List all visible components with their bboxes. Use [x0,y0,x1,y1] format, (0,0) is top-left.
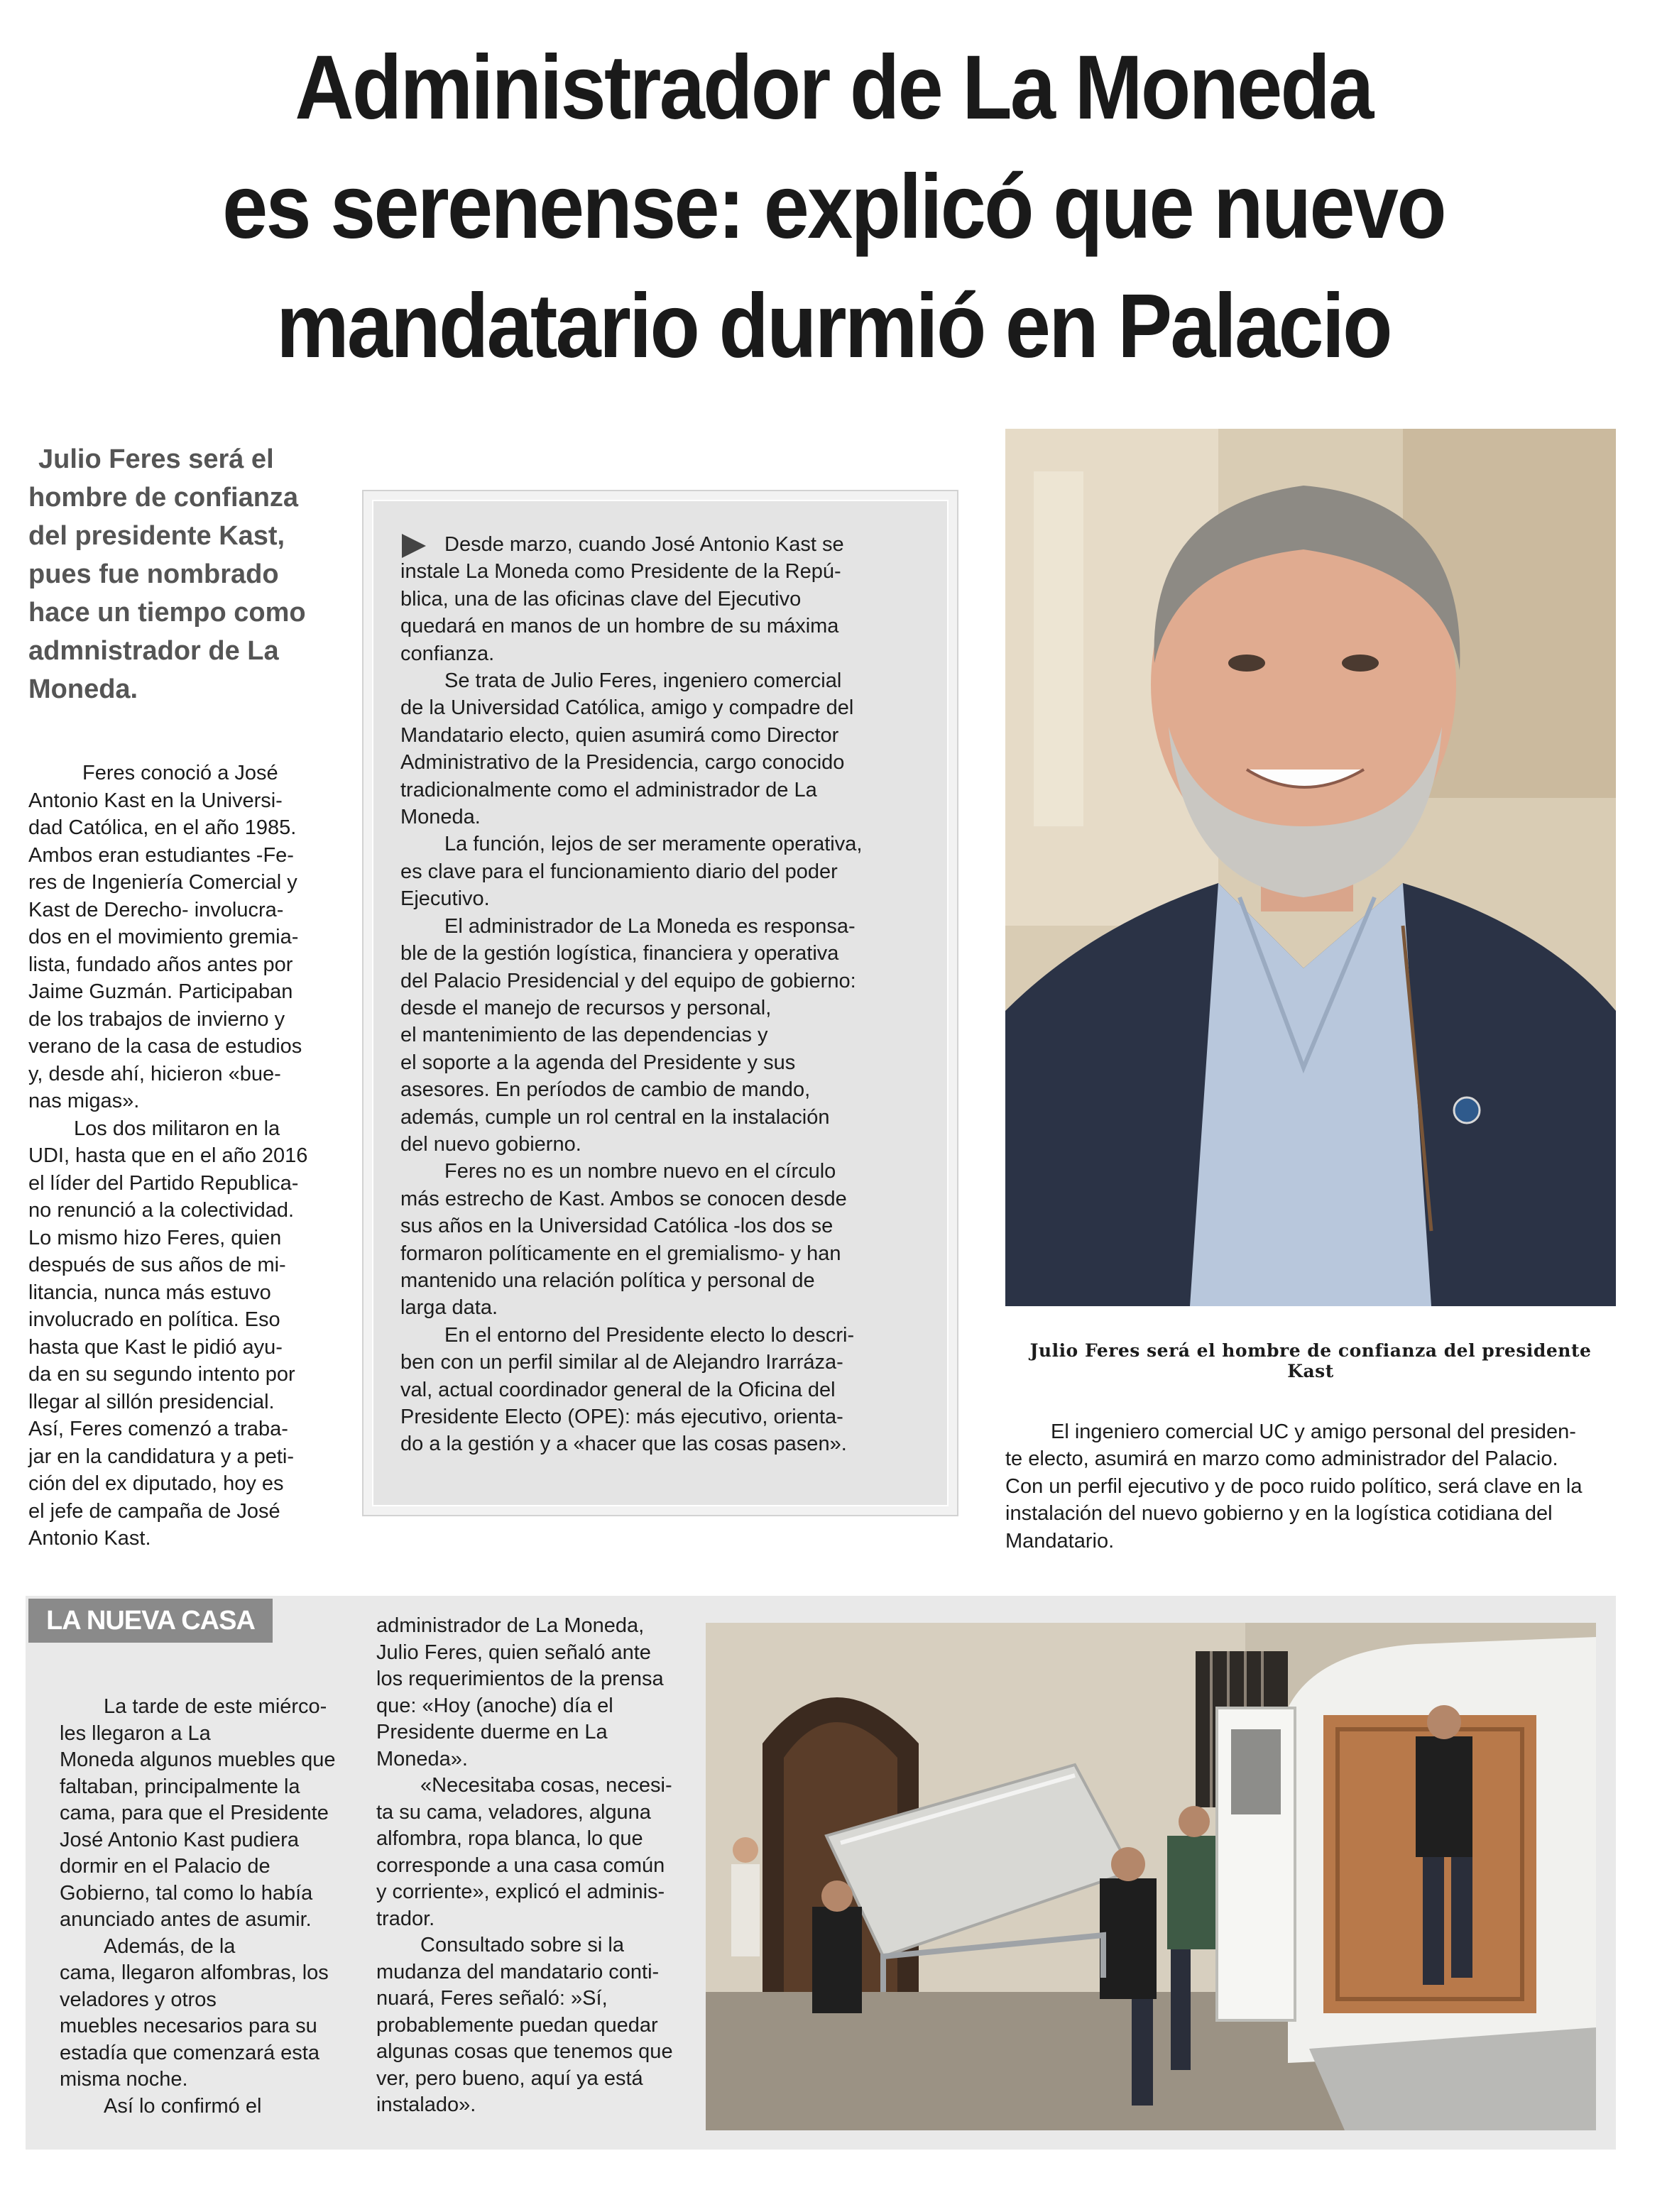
left-column-text [28,760,312,1553]
text-line: UDI, hasta que en el año 2016 [28,1144,308,1167]
text-line: el líder del Partido Republica- [28,1171,299,1195]
text-line: lista, fundado años antes por [28,953,293,976]
text-line: Gobierno, tal como lo había [60,1881,313,1905]
text-line: les llegaron a La [60,1721,211,1745]
moving-scene-illustration [706,1623,1596,2130]
portrait-photo [1005,429,1616,1306]
text-line: Con un perfil ejecutivo y de poco ruido político, será clave en la [1005,1474,1583,1498]
lead-line: admnistrador de La [28,636,279,666]
text-line: anunciado antes de asumir. [60,1908,312,1931]
text-line: misma noche. [60,2068,188,2091]
text-line: nas migas». [28,1090,140,1112]
text-line: La tarde de este miérco- [104,1695,327,1718]
text-line: instalación del nuevo gobierno y en la logística cotidiana del [1005,1502,1553,1526]
lead-line: hace un tiempo como [28,598,306,628]
photo-caption: Julio Feres será el hombre de confianza del presidente Kast [1029,1340,1592,1381]
text-line: Ejecutivo. [400,887,490,911]
text-line: Moneda algunos muebles que [60,1748,336,1771]
text-line: trador. [376,1907,435,1930]
text-line: algunas cosas que tenemos que [376,2040,673,2063]
text-line: hasta que Kast le pidió ayu- [28,1335,283,1359]
text-line: Mandatario electo, quien asumirá como Director [400,723,839,747]
moving-furniture-photo [706,1623,1596,2130]
text-line: Moneda. [400,806,481,829]
headline-line: Administrador de La Moneda [295,37,1372,138]
text-line: ta su cama, veladores, alguna [376,1800,651,1824]
lead-summary [28,440,312,708]
lead-line: hombre de confianza [28,483,299,513]
text-line: y corriente», explicó el adminis- [376,1880,665,1903]
headline [179,28,1487,386]
text-line: ben con un perfil similar al de Alejandro Irarráza- [400,1351,843,1374]
text-line: formaron políticamente en el gremialismo- y han [400,1242,841,1265]
text-line: Además, de la [104,1934,236,1958]
text-line: involucrado en política. Eso [28,1308,280,1331]
text-line: Presidente Electo (OPE): más ejecutivo, orienta- [400,1406,843,1428]
text-line: Administrativo de la Presidencia, cargo conocido [400,751,845,774]
text-line: desde el manejo de recursos y personal, [400,996,772,1019]
text-line: veladores y otros [60,1988,217,2011]
text-line: larga data. [400,1296,498,1320]
text-line: instalado». [376,2093,476,2116]
text-line: muebles necesarios para su [60,2015,317,2037]
text-line: asesores. En períodos de cambio de mando, [400,1078,811,1102]
text-line: Moneda». [376,1747,468,1770]
text-line: nuará, Feres señaló: »Sí, [376,1987,608,2010]
text-line: Kast de Derecho- involucra- [28,898,284,921]
section-column-1 [60,1694,358,2120]
text-line: el soporte a la agenda del Presidente y sus [400,1051,796,1074]
text-line: no renunció a la colectividad. [28,1199,295,1222]
text-line: del Palacio Presidencial y del equipo de gobierno: [400,969,856,992]
text-line: Lo mismo hizo Feres, quien [28,1226,282,1249]
lead-line: pues fue nombrado [28,559,279,589]
text-line: después de sus años de mi- [28,1254,286,1276]
headline-line: es serenense: explicó que nuevo [222,156,1445,258]
text-line: el jefe de campaña de José [28,1499,280,1523]
text-line: El ingeniero comercial UC y amigo personal del presiden- [1051,1420,1576,1443]
text-line: quedará en manos de un hombre de su máxima [400,615,839,638]
text-line: Desde marzo, cuando José Antonio Kast se [444,533,844,556]
headline-line: mandatario durmió en Palacio [276,275,1391,377]
text-line: Consultado sobre si la [420,1934,624,1956]
text-line: ver, pero bueno, aquí ya está [376,2066,643,2090]
text-line: alfombra, ropa blanca, lo que [376,1827,643,1850]
text-line: es clave para el funcionamiento diario del poder [400,860,838,883]
text-line: Feres no es un nombre nuevo en el círculo [444,1160,836,1183]
text-line: mudanza del mandatario conti- [376,1960,660,1983]
text-line: Feres conoció a José [82,762,278,784]
text-line: los requerimientos de la prensa [376,1668,664,1690]
lead-line: del presidente Kast, [28,521,285,551]
text-line: José Antonio Kast pudiera [60,1828,299,1851]
text-line: faltaban, principalmente la [60,1775,300,1798]
text-line: ción del ex diputado, hoy es [28,1472,284,1495]
boxed-column-text [400,531,926,1458]
text-line: y, desde ahí, hicieron «bue- [28,1062,281,1085]
portrait-illustration [1005,429,1616,1306]
text-line: Así, Feres comenzó a traba- [28,1418,288,1440]
text-line: da en su segundo intento por [28,1363,295,1386]
text-line: ble de la gestión logística, financiera y operativa [400,942,839,965]
text-line: Jaime Guzmán. Participaban [28,980,293,1003]
text-line: Julio Feres, quien señaló ante [376,1641,651,1664]
text-line: jar en la candidatura y a peti- [28,1445,294,1468]
lead-line: Julio Feres será el [38,444,274,474]
text-line: administrador de La Moneda, [376,1614,645,1637]
text-line: blica, una de las oficinas clave del Ejecutivo [400,587,802,611]
text-line: del nuevo gobierno. [400,1132,581,1156]
text-line: sus años en la Universidad Católica -los dos se [400,1215,834,1238]
text-line: Mandatario. [1005,1529,1115,1553]
lead-line: Moneda. [28,674,138,704]
section-column-2 [376,1613,696,2119]
text-line: La función, lejos de ser meramente operativa, [444,833,863,856]
text-line: estadía que comenzará esta [60,2041,319,2064]
text-line: Presidente duerme en La [376,1721,608,1743]
caption-paragraph [1005,1418,1616,1555]
text-line: más estrecho de Kast. Ambos se conocen desde [400,1187,847,1210]
text-line: do a la gestión y a «hacer que las cosas pasen». [400,1433,847,1456]
text-line: de los trabajos de invierno y [28,1007,285,1031]
text-line: En el entorno del Presidente electo lo descri- [444,1323,855,1347]
text-line: el mantenimiento de las dependencias y [400,1024,768,1047]
text-line: instale La Moneda como Presidente de la Repú- [400,560,841,584]
text-line: te electo, asumirá en marzo como administrador del Palacio. [1005,1447,1558,1471]
text-line: corresponde a una casa común [376,1854,665,1877]
text-line: El administrador de La Moneda es responsa- [444,914,856,938]
text-line: que: «Hoy (anoche) día el [376,1694,613,1717]
text-line: Antonio Kast. [28,1527,151,1550]
text-line: val, actual coordinador general de la Oficina del [400,1378,836,1401]
text-line: además, cumple un rol central en la instalación [400,1105,830,1129]
section-label: LA NUEVA CASA [28,1599,273,1643]
text-line: cama, llegaron alfombras, los [60,1961,329,1984]
text-line: cama, para que el Presidente [60,1802,329,1824]
text-line: dos en el movimiento gremia- [28,926,299,948]
text-line: res de Ingeniería Comercial y [28,871,297,894]
text-line: tradicionalmente como el administrador de La [400,778,817,801]
text-line: confianza. [400,642,495,665]
text-line: verano de la casa de estudios [28,1035,302,1058]
text-line: llegar al sillón presidencial. [28,1390,275,1413]
text-line: Los dos militaron en la [74,1117,280,1140]
text-line: Antonio Kast en la Universi- [28,789,283,812]
text-line: probablemente puedan quedar [376,2013,658,2037]
text-line: Así lo confirmó el [104,2094,262,2118]
text-line: litancia, nunca más estuvo [28,1281,271,1304]
text-line: dad Católica, en el año 1985. [28,816,297,839]
text-line: mantenido una relación política y personal de [400,1269,815,1292]
text-line: Se trata de Julio Feres, ingeniero comercial [444,669,842,693]
text-line: de la Universidad Católica, amigo y compadre del [400,696,854,720]
text-line: «Necesitaba cosas, necesi- [420,1774,672,1797]
text-line: Ambos eran estudiantes -Fe- [28,843,294,867]
text-line: dormir en el Palacio de [60,1855,270,1878]
